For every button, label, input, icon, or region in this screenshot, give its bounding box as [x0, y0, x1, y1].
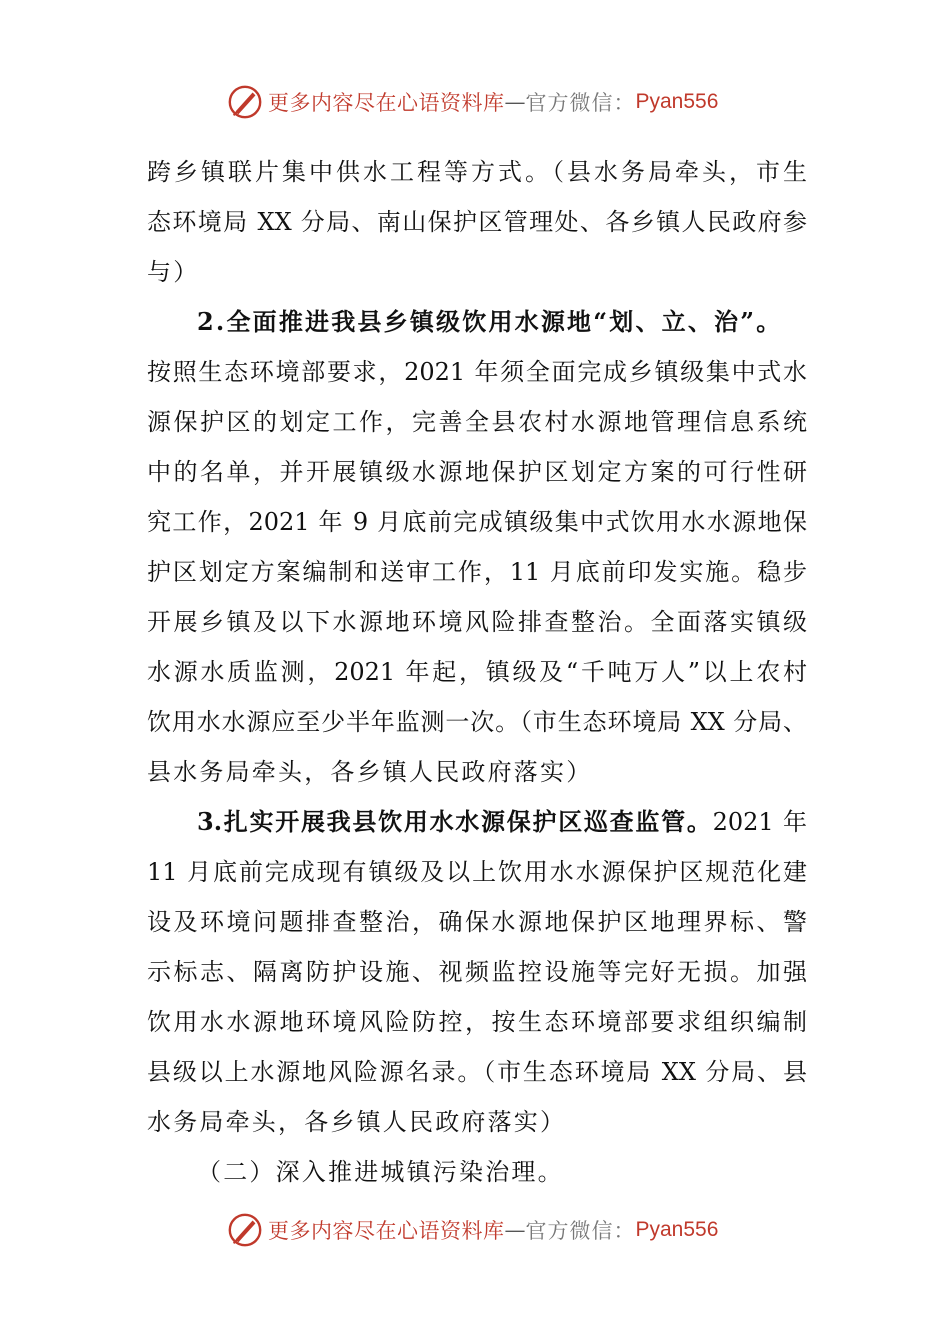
line-text: 开展乡镇及以下水源地环境风险排查整治。全面落实镇级	[147, 608, 807, 636]
text-line	[147, 697, 807, 747]
banner-wechat-id: Pyan556	[635, 90, 719, 113]
line-text: 与）	[147, 258, 200, 286]
banner-wechat-label: 官方微信：	[525, 1219, 636, 1243]
text-line	[147, 147, 807, 197]
line-text: 按照生态环境部要求，2021 年须全面完成乡镇级集中式水	[147, 358, 807, 386]
line-text: 县水务局牵头，各乡镇人民政府落实）	[147, 758, 593, 786]
line-text: 护区划定方案编制和送审工作，11 月底前印发实施。稳步	[147, 558, 807, 586]
text-line	[147, 997, 807, 1047]
line-text: （二）深入推进城镇污染治理。	[197, 1158, 564, 1186]
text-line	[147, 1047, 807, 1097]
line-text: 11 月底前完成现有镇级及以上饮用水水源保护区规范化建	[147, 858, 807, 886]
line-text: 源保护区的划定工作，完善全县农村水源地管理信息系统	[147, 408, 807, 436]
text-line	[147, 797, 807, 847]
line-text: 2021 年	[712, 808, 807, 836]
text-line	[147, 247, 807, 297]
text-line	[147, 897, 807, 947]
line-text: 水务局牵头，各乡镇人民政府落实）	[147, 1108, 567, 1136]
line-text: 饮用水水源地环境风险防控，按生态环境部要求组织编制	[147, 1008, 807, 1036]
banner-dash: —	[504, 1218, 526, 1242]
banner-dash: —	[504, 90, 526, 114]
text-line	[147, 297, 807, 347]
line-text: 饮用水水源应至少半年监测一次。（市生态环境局 XX 分局、	[147, 708, 807, 736]
line-text: 中的名单，并开展镇级水源地保护区划定方案的可行性研	[147, 458, 807, 486]
text-line	[147, 1097, 807, 1147]
banner-text: 更多内容尽在心语资料库	[268, 1219, 505, 1243]
text-line	[147, 497, 807, 547]
banner-wechat-id: Pyan556	[635, 1218, 719, 1241]
bold-heading: 2.全面推进我县乡镇级饮用水源地“划、立、治”。	[197, 307, 783, 336]
header-watermark-banner	[226, 82, 718, 122]
text-line	[147, 347, 807, 397]
text-line	[147, 447, 807, 497]
text-line	[147, 397, 807, 447]
line-text: 水源水质监测，2021 年起，镇级及“千吨万人”以上农村	[147, 658, 807, 686]
line-text: 跨乡镇联片集中供水工程等方式。（县水务局牵头，市生	[147, 158, 807, 186]
footer-watermark-banner	[226, 1210, 718, 1250]
line-text: 示标志、隔离防护设施、视频监控设施等完好无损。加强	[147, 958, 807, 986]
line-text: 态环境局 XX 分局、南山保护区管理处、各乡镇人民政府参	[147, 208, 807, 236]
text-line	[147, 547, 807, 597]
banner-text: 更多内容尽在心语资料库	[268, 91, 505, 115]
text-line	[147, 647, 807, 697]
text-line	[147, 747, 807, 797]
pen-logo-icon	[226, 83, 264, 121]
document-body	[147, 147, 807, 1197]
text-line	[147, 197, 807, 247]
line-text: 究工作，2021 年 9 月底前完成镇级集中式饮用水水源地保	[147, 508, 807, 536]
text-line	[147, 1147, 807, 1197]
banner-wechat-label: 官方微信：	[525, 91, 636, 115]
text-line	[147, 597, 807, 647]
text-line	[147, 947, 807, 997]
line-text: 县级以上水源地风险源名录。（市生态环境局 XX 分局、县	[147, 1058, 807, 1086]
line-text: 设及环境问题排查整治，确保水源地保护区地理界标、警	[147, 908, 807, 936]
text-line	[147, 847, 807, 897]
bold-heading: 3.扎实开展我县饮用水水源保护区巡查监管。	[197, 807, 713, 836]
pen-logo-icon	[226, 1211, 264, 1249]
